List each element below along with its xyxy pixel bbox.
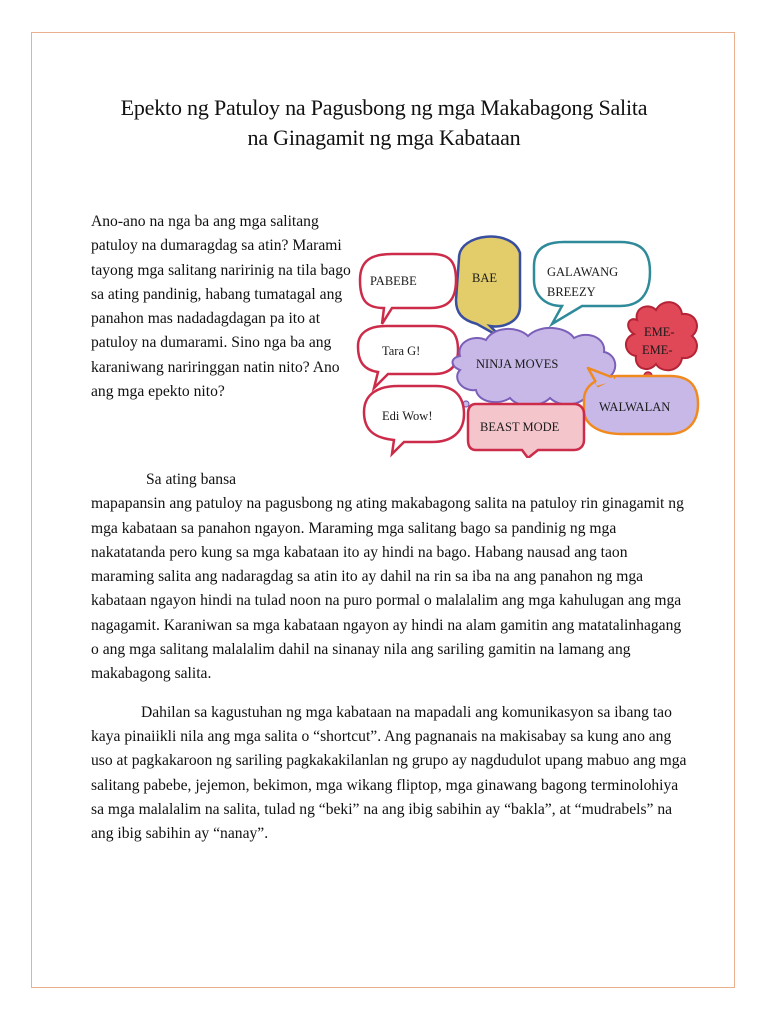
bubble-bae-text: BAE (472, 271, 497, 285)
bubble-eme-text-1: EME- (644, 325, 675, 339)
bubble-walwalan (584, 368, 698, 434)
bubble-eme (626, 302, 697, 380)
bubble-walwalan-text: WALWALAN (599, 400, 671, 414)
bubble-eme-text-2: EME- (642, 343, 673, 357)
intro-text: Ano-ano na nga ba ang mga salitang patuloy na dumaragdag sa atin? Marami tayong mga salitang naririnig na tila bago sa ating pandinig, habang tumatagal ang panahon mas nadadagdagan pa ito at patuloy na dumarami. Sino nga ba ang karaniwang nariringgan natin nito? Ano ang mga epekto nito? (91, 213, 351, 401)
paragraph-1 (91, 468, 691, 687)
paragraph-1-rest: mapapansin ang patuloy na pagusbong ng ating makabagong salita na patuloy rin ginagamit ng mga kabataan sa panahon ngayon. Maraming mga salitang bago sa pandinig ng mga nakatatanda pero kung sa mga kabataan ito ay hindi na bago. Habang nausad ang taon maraming salita ang nadaragdag sa atin ito ay dahil na rin sa iba na ang panahon ng mga kabataan ngayon hindi na tulad noon na puro pormal o malalalim ang mga kahulugan ang mga nagagamit. Karaniwan sa mga kabataan ngayon ay hindi na alam gamitin ang matatalinhagang o ang mga salitang malalalim dahil na sinanay nila ang sariling gamitin na lamang ang makabagong salita. (91, 495, 684, 683)
bubble-tara-g-text: Tara G! (382, 344, 421, 358)
bubble-edi-wow-text: Edi Wow! (382, 409, 433, 423)
bubble-galawang-text-2: BREEZY (547, 285, 596, 299)
paragraph-2: Dahilan sa kagustuhan ng mga kabataan na mapadali ang komunikasyon sa ibang tao kaya pinaiikli nila ang mga salita o “shortcut”. Ang pagnanais na makisabay sa kung ano ang uso at pagkakaroon ng sariling pagkakakilanlan ng grupo ay nagdudulot upang mabuo ang mga salitang pabebe, jejemon, bekimon, mga wikang fliptop, mga ginawang bagong terminolohiya sa mga malalalim na salita, tulad ng “beki” na ang ibig sabihin ay “bakla”, at “mudrabels” na ang ibig sabihin ay “nanay”. (91, 703, 687, 843)
bubble-tara-g (358, 326, 458, 388)
bubble-pabebe-text: PABEBE (370, 274, 417, 288)
bubble-pabebe (360, 254, 456, 324)
title-line-1: Epekto ng Patuloy na Pagusbong ng mga Makabagong Salita (120, 95, 648, 120)
bubble-beast-mode-text: BEAST MODE (480, 420, 560, 434)
page-title (0, 93, 768, 153)
bubble-bae (456, 237, 520, 338)
bubble-edi-wow (364, 386, 464, 454)
intro-paragraph (91, 210, 353, 404)
bubble-beast-mode (468, 404, 584, 458)
paragraph-1-lead: Sa ating bansa (146, 471, 237, 488)
title-line-2: na Ginagamit ng mga Kabataan (247, 125, 521, 150)
body-text (91, 468, 691, 846)
bubble-galawang-text-1: GALAWANG (547, 265, 619, 279)
bubble-ninja-moves-text: NINJA MOVES (476, 357, 559, 371)
speech-bubbles-illustration (352, 228, 712, 458)
bubble-galawang-breezy (534, 242, 650, 324)
